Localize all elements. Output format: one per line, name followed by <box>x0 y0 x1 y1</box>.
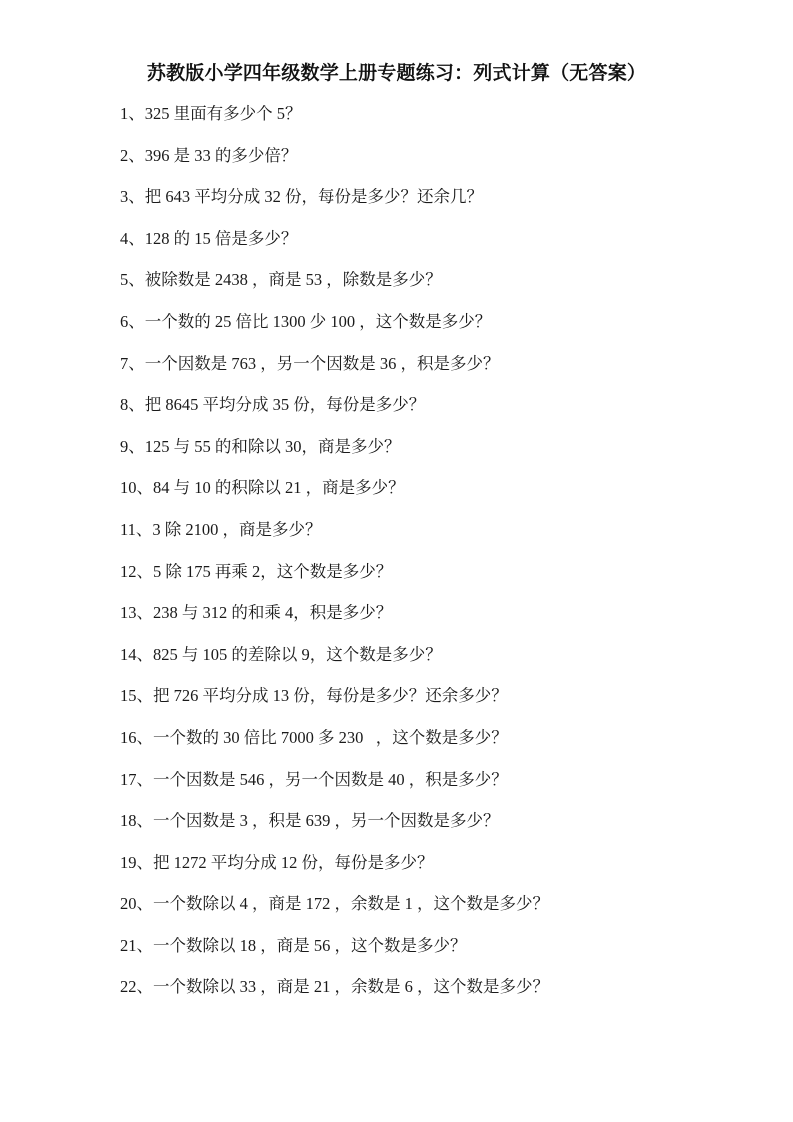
question-item <box>120 849 549 891</box>
question-number: 15、 <box>120 686 153 706</box>
question-text: 125 与 55 的和除以 30，商是多少？ <box>144 436 401 456</box>
question-list <box>120 100 549 1015</box>
question-number: 11、 <box>120 519 153 539</box>
question-item <box>120 932 549 974</box>
question-number: 7、 <box>120 353 145 373</box>
question-text: 396 是 33 的多少倍？ <box>144 145 298 165</box>
question-number: 13、 <box>120 603 153 623</box>
question-item <box>120 391 549 433</box>
question-item <box>120 682 549 724</box>
question-number: 3、 <box>120 187 145 207</box>
question-number: 8、 <box>120 395 145 415</box>
question-item <box>120 973 549 1015</box>
question-text: 把 726 平均分成 13 份，每份是多少？还余多少？ <box>153 686 508 706</box>
question-item <box>120 890 549 932</box>
question-item <box>120 641 549 683</box>
question-text: 5 除 175 再乘 2，这个数是多少？ <box>153 561 393 581</box>
question-text: 一个数除以 33 ，商是 21 ，余数是 6 ，这个数是多少？ <box>153 977 549 997</box>
question-number: 12、 <box>120 561 153 581</box>
question-text: 一个数除以 4 ，商是 172 ，余数是 1 ，这个数是多少？ <box>153 894 549 914</box>
question-text: 一个数除以 18 ，商是 56 ，这个数是多少？ <box>153 935 467 955</box>
question-item <box>120 807 549 849</box>
question-item <box>120 558 549 600</box>
question-item <box>120 599 549 641</box>
question-text: 一个数的 30 倍比 7000 多 230 ，这个数是多少？ <box>153 727 508 747</box>
question-text: 325 里面有多少个 5？ <box>144 104 302 123</box>
question-text: 825 与 105 的差除以 9，这个数是多少？ <box>153 644 442 664</box>
question-number: 6、 <box>120 311 145 331</box>
question-text: 被除数是 2438 ，商是 53 ，除数是多少？ <box>144 270 442 290</box>
question-text: 128 的 15 倍是多少？ <box>144 228 298 248</box>
question-item <box>120 225 549 267</box>
question-text: 一个数的 25 倍比 1300 少 100 ，这个数是多少？ <box>144 311 492 331</box>
question-text: 一个因数是 546 ，另一个因数是 40 ，积是多少？ <box>153 769 508 789</box>
question-number: 17、 <box>120 769 153 789</box>
question-item <box>120 183 549 225</box>
question-number: 16、 <box>120 727 153 747</box>
question-text: 一个因数是 3 ，积是 639 ，另一个因数是多少？ <box>153 811 500 831</box>
question-number: 4、 <box>120 228 145 248</box>
question-number: 18、 <box>120 811 153 831</box>
question-text: 238 与 312 的和乘 4，积是多少？ <box>153 603 393 623</box>
question-number: 14、 <box>120 644 153 664</box>
question-text: 把 1272 平均分成 12 份，每份是多少？ <box>153 852 434 872</box>
document-title: 苏教版小学四年级数学上册专题练习：列式计算（无答案） <box>146 62 647 84</box>
question-text: 84 与 10 的积除以 21 ，商是多少？ <box>153 478 405 498</box>
question-number: 5、 <box>120 270 145 290</box>
question-item <box>120 433 549 475</box>
question-number: 1、 <box>120 104 145 123</box>
question-item <box>120 266 549 308</box>
question-number: 9、 <box>120 436 145 456</box>
question-item <box>120 100 549 142</box>
question-item <box>120 350 549 392</box>
question-item <box>120 516 549 558</box>
question-text: 把 643 平均分成 32 份，每份是多少？还余几？ <box>144 187 483 207</box>
question-item <box>120 308 549 350</box>
question-item <box>120 724 549 766</box>
question-item <box>120 474 549 516</box>
question-item <box>120 142 549 184</box>
question-number: 19、 <box>120 852 153 872</box>
question-number: 10、 <box>120 478 153 498</box>
question-number: 20、 <box>120 894 153 914</box>
question-text: 3 除 2100 ，商是多少？ <box>152 519 322 539</box>
question-number: 2、 <box>120 145 145 165</box>
question-number: 21、 <box>120 935 153 955</box>
question-text: 一个因数是 763 ，另一个因数是 36 ，积是多少？ <box>144 353 500 373</box>
question-text: 把 8645 平均分成 35 份，每份是多少？ <box>144 395 426 415</box>
question-item <box>120 766 549 808</box>
question-number: 22、 <box>120 977 153 997</box>
